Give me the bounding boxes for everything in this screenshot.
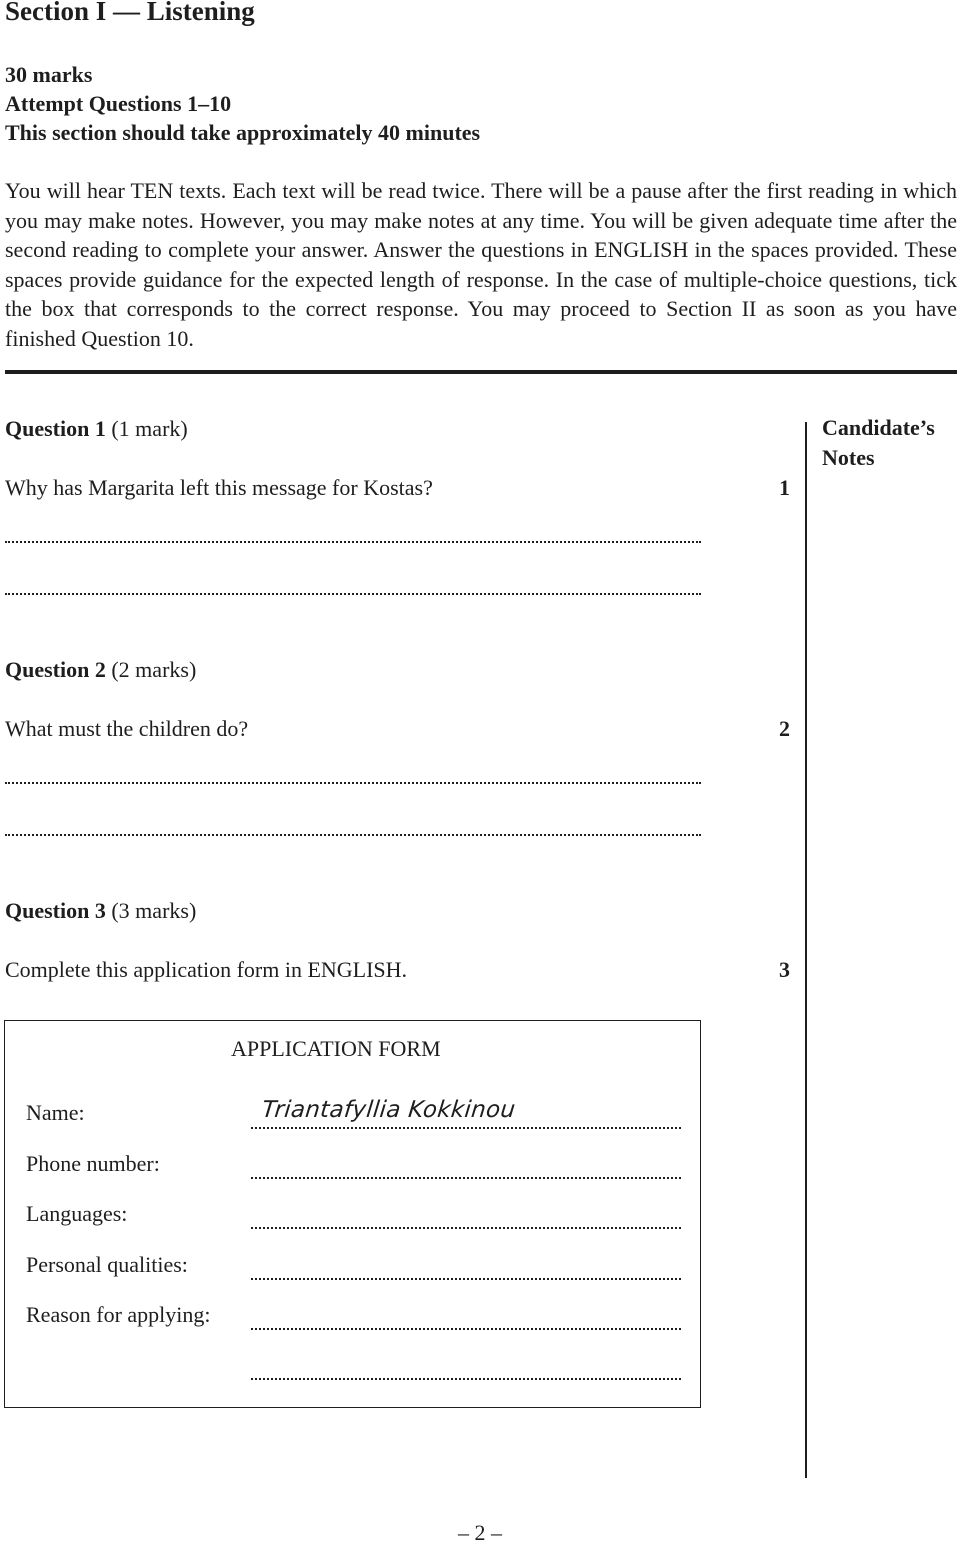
question-2-mark: 2 — [779, 716, 790, 741]
form-value-name: Triantafyllia Kokkinou — [260, 1097, 517, 1123]
notes-column-divider — [805, 422, 807, 1478]
form-field-qualities[interactable] — [251, 1278, 681, 1280]
page-number: – 2 – — [458, 1520, 502, 1545]
question-3-heading — [5, 898, 196, 924]
section-divider — [5, 370, 957, 374]
form-label-qualities: Personal qualities: — [26, 1252, 188, 1277]
form-field-reason[interactable] — [251, 1328, 681, 1330]
question-1-marks: (1 mark) — [111, 416, 188, 441]
answer-line[interactable] — [5, 834, 701, 836]
answer-line[interactable] — [5, 541, 701, 543]
form-field-name[interactable] — [251, 1127, 681, 1129]
question-2-marks: (2 marks) — [111, 657, 197, 682]
form-field-languages[interactable] — [251, 1227, 681, 1229]
instructions-paragraph: You will hear TEN texts. Each text will be read twice. There will be a pause after the first reading in which you may make notes. However, you may make notes at any time. You will be given adequate time after the second reading to complete your answer. Answer the questions in ENGLISH in the spaces provided. These spaces provide guidance for the expected length of response. In the case of multiple-choice questions, tick the box that corresponds to the correct response. You may proceed to Section II as soon as you have finished Question 10. — [5, 178, 957, 351]
question-3-marks: (3 marks) — [111, 898, 197, 923]
question-3-label: Question 3 — [5, 898, 106, 923]
form-label-languages: Languages: — [26, 1201, 128, 1226]
form-label-name: Name: — [26, 1100, 85, 1125]
question-2-heading — [5, 657, 196, 683]
answer-line[interactable] — [5, 782, 701, 784]
question-3-mark: 3 — [779, 957, 790, 982]
question-2-text: What must the children do? — [5, 716, 249, 741]
application-form-title: APPLICATION FORM — [231, 1036, 441, 1061]
form-label-reason: Reason for applying: — [26, 1302, 211, 1327]
time-guidance: This section should take approximately 40 minutes — [5, 120, 481, 145]
form-field-reason-continued[interactable] — [251, 1378, 681, 1380]
question-1-label: Question 1 — [5, 416, 106, 441]
question-1-heading — [5, 416, 188, 442]
attempt-questions: Attempt Questions 1–10 — [5, 91, 232, 116]
form-label-phone: Phone number: — [26, 1151, 160, 1176]
section-marks: 30 marks — [5, 62, 93, 87]
candidates-notes-label: Candidate’s Notes — [822, 415, 935, 470]
question-1-mark: 1 — [779, 475, 790, 500]
question-1-text: Why has Margarita left this message for Kostas? — [5, 475, 433, 500]
section-title: Section I — Listening — [5, 0, 255, 26]
answer-line[interactable] — [5, 593, 701, 595]
question-2-label: Question 2 — [5, 657, 106, 682]
question-3-text: Complete this application form in ENGLISH. — [5, 957, 408, 982]
form-field-phone[interactable] — [251, 1177, 681, 1179]
